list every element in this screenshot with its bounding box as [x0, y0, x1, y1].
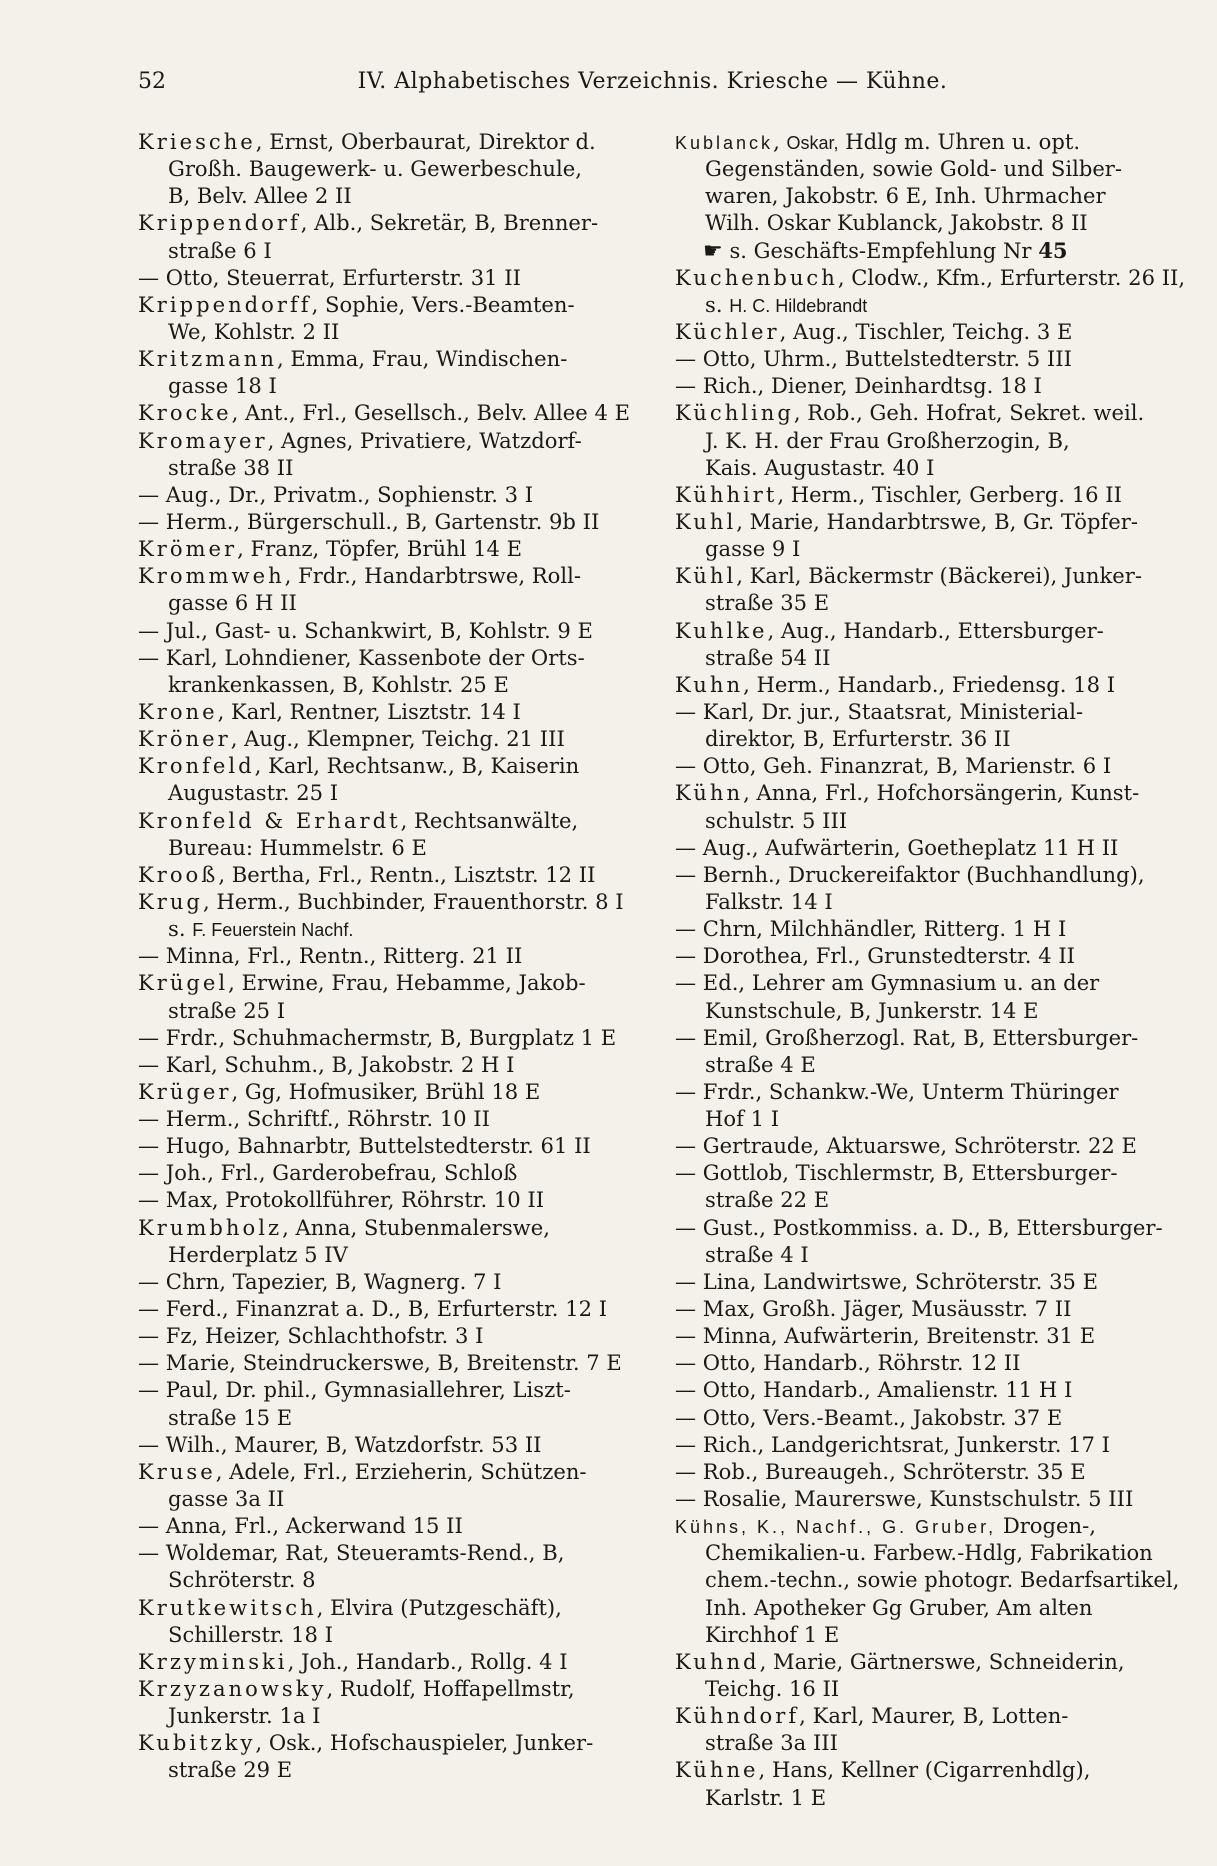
entry-surname: Krömer — [138, 536, 238, 562]
entry-text: , Ant., Frl., Gesellsch., Belv. Allee 4 E — [231, 400, 630, 426]
entry-text: gasse 3a II — [168, 1486, 285, 1512]
entry-text: , Bertha, Frl., Rentn., Lisztstr. 12 II — [218, 861, 596, 887]
directory-line — [138, 1648, 638, 1675]
directory-line — [675, 1594, 1175, 1621]
entry-text: Gegenständen, sowie Gold- und Silber- — [705, 156, 1123, 182]
entry-surname: Kronfeld — [138, 753, 255, 779]
entry-text: straße 15 E — [168, 1404, 293, 1430]
entry-text: straße 22 E — [705, 1187, 830, 1213]
entry-text: , Marie, Gärtnerswe, Schneiderin, — [759, 1648, 1125, 1674]
entry-text: , Elvira (Putzgeschäft), — [316, 1594, 562, 1620]
entry-text: , Emma, Frau, Windischen- — [276, 346, 568, 372]
entry-surname: Kritzmann — [138, 346, 277, 372]
directory-line — [675, 1621, 1175, 1648]
entry-text: We, Kohlstr. 2 II — [168, 318, 340, 344]
directory-line — [138, 182, 638, 209]
entry-text: , Aug., Klempner, Teichg. 21 III — [230, 726, 565, 752]
entry-surname: Kühndorf — [675, 1703, 800, 1729]
directory-line — [138, 1404, 638, 1431]
directory-line — [675, 399, 1175, 426]
entry-text: , Karl, Maurer, B, Lotten- — [799, 1703, 1069, 1729]
entry-surname: Kuhlke — [675, 617, 768, 643]
entry-surname: Kriesche — [138, 129, 256, 154]
entry-text: — Frdr., Schankw.-We, Unterm Thüringer — [675, 1078, 1119, 1104]
directory-line — [675, 318, 1175, 345]
entry-text: B, Belv. Allee 2 II — [168, 183, 352, 209]
directory-line — [138, 1268, 638, 1295]
entry-text: , Hans, Kellner (Cigarrenhdlg), — [758, 1757, 1091, 1783]
directory-line — [138, 671, 638, 698]
entry-text: , Aug., Handarb., Ettersburger- — [767, 617, 1104, 643]
entry-surname: Kuhnd — [675, 1648, 760, 1674]
entry-surname: Kublanck — [675, 133, 774, 153]
entry-text: , Herm., Tischler, Gerberg. 16 II — [777, 481, 1122, 507]
directory-line — [675, 535, 1175, 562]
entry-text: — Max, Protokollführer, Röhrstr. 10 II — [138, 1187, 545, 1213]
directory-line — [138, 725, 638, 752]
entry-text: straße 6 I — [168, 237, 272, 263]
entry-text: straße 38 II — [168, 454, 294, 480]
entry-text: s. — [705, 291, 730, 317]
entry-text: schulstr. 5 III — [705, 807, 848, 833]
directory-line — [675, 589, 1175, 616]
entry-text: , Agnes, Privatiere, Watzdorf- — [267, 427, 582, 453]
entry-text: — Wilh., Maurer, B, Watzdorfstr. 53 II — [138, 1431, 542, 1457]
directory-line — [675, 969, 1175, 996]
directory-line — [675, 1241, 1175, 1268]
directory-line — [675, 725, 1175, 752]
entry-text: — Dorothea, Frl., Grunstedterstr. 4 II — [675, 943, 1076, 969]
entry-text: — Rosalie, Maurerswe, Kunstschulstr. 5 III — [675, 1486, 1134, 1512]
entry-text: , Herm., Buchbinder, Frauenthorstr. 8 I — [202, 888, 624, 914]
entry-surname: Kühn — [675, 780, 744, 806]
entry-text: — Rob., Bureaugeh., Schröterstr. 35 E — [675, 1458, 1086, 1484]
directory-line — [675, 427, 1175, 454]
directory-line — [675, 1485, 1175, 1512]
directory-line — [138, 427, 638, 454]
entry-text: Bureau: Hummelstr. 6 E — [168, 834, 427, 860]
entry-text: Inh. Apotheker Gg Gruber, Am alten — [705, 1594, 1093, 1620]
entry-text: straße 25 I — [168, 997, 286, 1023]
directory-line — [675, 1268, 1175, 1295]
directory-line — [675, 128, 1175, 155]
directory-line — [138, 752, 638, 779]
entry-surname: Krzyminski — [138, 1648, 288, 1674]
entry-text: — Hugo, Bahnarbtr, Buttelstedterstr. 61 II — [138, 1133, 591, 1159]
entry-surname: Kuchenbuch — [675, 264, 838, 290]
entry-text: — Aug., Aufwärterin, Goetheplatz 11 H II — [675, 834, 1119, 860]
entry-text: Junkerstr. 1a I — [168, 1703, 321, 1729]
directory-line — [675, 345, 1175, 372]
directory-line — [675, 182, 1175, 209]
entry-surname: Küchler — [675, 318, 780, 344]
directory-line — [675, 481, 1175, 508]
entry-text: — Lina, Landwirtswe, Schröterstr. 35 E — [675, 1268, 1099, 1294]
entry-text: , Sophie, Vers.-Beamten- — [311, 291, 575, 317]
entry-text: — Herm., Bürgerschull., B, Gartenstr. 9b II — [138, 508, 600, 534]
entry-text: — Woldemar, Rat, Steueramts-Rend., B, — [138, 1540, 565, 1566]
entry-text: — Minna, Aufwärterin, Breitenstr. 31 E — [675, 1323, 1096, 1349]
entry-text: , Rechtsanwälte, — [400, 807, 579, 833]
entry-text: , Rob., Geh. Hofrat, Sekret. weil. — [793, 400, 1145, 426]
directory-line — [138, 644, 638, 671]
entry-surname: Krippendorff — [138, 291, 312, 317]
directory-line — [675, 1784, 1175, 1811]
entry-text: , Erwine, Frau, Hebamme, Jakob- — [228, 970, 586, 996]
entry-text: — Fz, Heizer, Schlachthofstr. 3 I — [138, 1323, 484, 1349]
directory-line — [675, 698, 1175, 725]
directory-line — [138, 237, 638, 264]
directory-line — [138, 345, 638, 372]
directory-line — [675, 617, 1175, 644]
directory-line — [138, 1702, 638, 1729]
entry-text: , Karl, Rentner, Lisztstr. 14 I — [217, 698, 521, 724]
entry-text: , Aug., Tischler, Teichg. 3 E — [779, 318, 1073, 344]
entry-text: , — [773, 129, 787, 154]
directory-line — [138, 1675, 638, 1702]
entry-text: — Chrn, Milchhändler, Ritterg. 1 H I — [675, 916, 1067, 942]
entry-text: gasse 6 H II — [168, 590, 297, 616]
entry-text: — Otto, Vers.-Beamt., Jakobstr. 37 E — [675, 1404, 1063, 1430]
entry-text: , Herm., Handarb., Friedensg. 18 I — [743, 671, 1116, 697]
running-head: IV. Alphabetisches Verzeichnis. Kriesche — Kühne. — [357, 69, 948, 94]
directory-line — [138, 399, 638, 426]
directory-line — [675, 1566, 1180, 1593]
directory-line — [138, 209, 638, 236]
entry-text: Kunstschule, B, Junkerstr. 14 E — [705, 997, 1039, 1023]
directory-line — [675, 372, 1175, 399]
entry-text: Kais. Augustastr. 40 I — [705, 454, 935, 480]
entry-surname: Kruse — [138, 1458, 216, 1484]
entry-text: , Rudolf, Hoffapellmstr, — [326, 1676, 575, 1702]
entry-text: — Max, Großh. Jäger, Musäusstr. 7 II — [675, 1296, 1072, 1322]
directory-line — [138, 318, 638, 345]
directory-line — [138, 1756, 638, 1783]
directory-line — [675, 834, 1175, 861]
entry-text: — Minna, Frl., Rentn., Ritterg. 21 II — [138, 943, 523, 969]
entry-text: , Clodw., Kfm., Erfurterstr. 26 II, — [837, 264, 1186, 290]
entry-text: — Ed., Lehrer am Gymnasium u. an der — [675, 970, 1100, 996]
entry-text: Schillerstr. 18 I — [168, 1621, 334, 1647]
entry-text: — Otto, Steuerrat, Erfurterstr. 31 II — [138, 264, 521, 290]
directory-line — [675, 671, 1175, 698]
directory-line — [138, 617, 638, 644]
entry-surname: Kuhn — [675, 671, 744, 697]
directory-line — [138, 1431, 638, 1458]
entry-text: direktor, B, Erfurterstr. 36 II — [705, 726, 1011, 752]
directory-line — [138, 1376, 638, 1403]
entry-text: — Chrn, Tapezier, B, Wagnerg. 7 I — [138, 1268, 502, 1294]
directory-line — [138, 535, 638, 562]
directory-line — [675, 155, 1175, 182]
entry-text: — Otto, Uhrm., Buttelstedterstr. 5 III — [675, 346, 1072, 372]
directory-line — [138, 888, 638, 915]
entry-text: straße 54 II — [705, 644, 831, 670]
directory-line — [675, 1512, 1175, 1539]
entry-text: Hof 1 I — [705, 1106, 780, 1132]
directory-line — [675, 1186, 1175, 1213]
entry-text: straße 3a III — [705, 1730, 838, 1756]
entry-text: straße 4 I — [705, 1241, 809, 1267]
entry-text: , Frdr., Handarbtrswe, Roll- — [284, 563, 581, 589]
directory-line — [675, 1729, 1175, 1756]
directory-line — [138, 807, 638, 834]
directory-line — [675, 1159, 1175, 1186]
directory-line — [675, 1539, 1175, 1566]
right-column — [675, 128, 1186, 1811]
entry-text: — Gottlob, Tischlermstr, B, Ettersburger- — [675, 1160, 1118, 1186]
directory-line — [138, 1621, 638, 1648]
left-column — [138, 128, 638, 1784]
entry-text: — Emil, Großherzogl. Rat, B, Ettersburger- — [675, 1024, 1139, 1050]
entry-surname: Krutkewitsch — [138, 1594, 317, 1620]
directory-line — [675, 1322, 1175, 1349]
entry-text: — Otto, Handarb., Amalienstr. 11 H I — [675, 1377, 1073, 1403]
directory-line — [675, 237, 1175, 264]
entry-text: Wilh. Oskar Kublanck, Jakobstr. 8 II — [705, 210, 1088, 236]
directory-line — [675, 644, 1175, 671]
directory-line — [675, 779, 1175, 806]
entry-text: — Marie, Steindruckerswe, B, Breitenstr. 7 E — [138, 1350, 622, 1376]
directory-line — [138, 155, 638, 182]
entry-text: , Karl, Rechtsanw., B, Kaiserin — [254, 753, 580, 779]
entry-text: , Franz, Töpfer, Brühl 14 E — [237, 536, 523, 562]
entry-text: Falkstr. 14 I — [705, 888, 833, 914]
entry-text: — Jul., Gast- u. Schankwirt, B, Kohlstr. 9 E — [138, 617, 593, 643]
entry-text: krankenkassen, B, Kohlstr. 25 E — [168, 671, 509, 697]
entry-text: — Gertraude, Aktuarswe, Schröterstr. 22 E — [675, 1133, 1137, 1159]
entry-text: — Paul, Dr. phil., Gymnasiallehrer, Liszt- — [138, 1377, 571, 1403]
entry-text: Kirchhof 1 E — [705, 1621, 840, 1647]
pointing-hand-icon: ☛ — [703, 238, 723, 264]
entry-text: 45 — [1038, 237, 1068, 263]
entry-surname: Krooß — [138, 861, 219, 887]
entry-text: , Gg, Hofmusiker, Brühl 18 E — [231, 1078, 541, 1104]
directory-line — [138, 1594, 638, 1621]
entry-surname: Kubitzky — [138, 1730, 256, 1756]
directory-line — [138, 1349, 638, 1376]
directory-line — [138, 1051, 638, 1078]
entry-surname: Kühne — [675, 1757, 759, 1783]
directory-line — [675, 1024, 1175, 1051]
entry-text: F. Feuerstein Nachf. — [192, 920, 354, 941]
directory-line — [138, 1186, 638, 1213]
directory-line — [138, 291, 638, 318]
entry-text: Hdlg m. Uhren u. opt. — [838, 129, 1081, 154]
entry-text: straße 35 E — [705, 590, 830, 616]
directory-line — [138, 1159, 638, 1186]
entry-text: , Marie, Handarbtrswe, B, Gr. Töpfer- — [736, 508, 1138, 534]
entry-text: Oskar, — [786, 133, 839, 153]
entry-text: H. C. Hildebrandt — [729, 295, 868, 316]
entry-text: waren, Jakobstr. 6 E, Inh. Uhrmacher — [705, 183, 1106, 209]
directory-line — [138, 589, 638, 616]
directory-line — [138, 969, 638, 996]
page-number: 52 — [138, 69, 166, 94]
entry-text: , Osk., Hofschauspieler, Junker- — [255, 1730, 594, 1756]
directory-line — [138, 1566, 638, 1593]
directory-line — [138, 128, 638, 155]
directory-line — [675, 264, 1186, 291]
entry-text: , Karl, Bäckermstr (Bäckerei), Junker- — [736, 563, 1142, 589]
directory-line — [675, 562, 1175, 589]
entry-surname: Kuhl — [675, 508, 737, 534]
directory-line — [675, 997, 1175, 1024]
entry-text: — Otto, Handarb., Röhrstr. 12 II — [675, 1350, 1021, 1376]
directory-line — [138, 997, 638, 1024]
entry-surname: Kröner — [138, 726, 231, 752]
directory-line — [138, 1295, 638, 1322]
directory-line — [675, 915, 1175, 942]
page-header — [138, 66, 1167, 98]
entry-surname: Kromayer — [138, 427, 268, 453]
entry-surname: Kühl — [675, 563, 737, 589]
directory-line — [138, 779, 638, 806]
directory-line — [138, 1458, 638, 1485]
entry-text: — Rich., Diener, Deinhardtsg. 18 I — [675, 373, 1042, 399]
entry-text: — Anna, Frl., Ackerwand 15 II — [138, 1513, 463, 1539]
directory-line — [138, 1105, 638, 1132]
entry-surname: Küchling — [675, 400, 794, 426]
entry-text: — Herm., Schriftf., Röhrstr. 10 II — [138, 1106, 490, 1132]
directory-line — [138, 1214, 638, 1241]
entry-text: — Karl, Lohndiener, Kassenbote der Orts- — [138, 644, 585, 670]
entry-text: Schröterstr. 8 — [168, 1567, 316, 1593]
directory-line — [675, 1675, 1175, 1702]
entry-text: Teichg. 16 II — [705, 1676, 840, 1702]
directory-line — [138, 454, 638, 481]
directory-line — [138, 834, 638, 861]
entry-text: — Bernh., Druckereifaktor (Buchhandlung), — [675, 861, 1145, 887]
directory-line — [675, 209, 1175, 236]
directory-line — [675, 1051, 1175, 1078]
entry-surname: Krzyzanowsky — [138, 1676, 327, 1702]
entry-text: — Joh., Frl., Garderobefrau, Schloß — [138, 1160, 518, 1186]
directory-line — [138, 508, 638, 535]
entry-text: gasse 9 I — [705, 536, 801, 562]
directory-line — [675, 1349, 1175, 1376]
entry-surname: Krocke — [138, 400, 232, 426]
directory-line — [675, 291, 1175, 318]
directory-line — [138, 1485, 638, 1512]
entry-text: Herderplatz 5 IV — [168, 1241, 348, 1267]
entry-text: s. — [168, 916, 193, 942]
entry-text: — Aug., Dr., Privatm., Sophienstr. 3 I — [138, 481, 534, 507]
entry-text: — Ferd., Finanzrat a. D., B, Erfurterstr. 12 I — [138, 1296, 608, 1322]
directory-line — [138, 942, 638, 969]
directory-line — [138, 264, 638, 291]
entry-surname: Kronfeld & Erhardt — [138, 807, 401, 833]
entry-text: , Anna, Frl., Hofchorsängerin, Kunst- — [743, 780, 1140, 806]
directory-line — [138, 1322, 638, 1349]
directory-line — [675, 1078, 1175, 1105]
entry-surname: Krüger — [138, 1078, 232, 1104]
directory-line — [675, 942, 1175, 969]
entry-surname: Krug — [138, 888, 203, 914]
directory-line — [138, 1241, 638, 1268]
directory-line — [675, 1295, 1175, 1322]
directory-line — [675, 861, 1175, 888]
entry-text: chem.-techn., sowie photogr. Bedarfsartikel, — [705, 1567, 1180, 1593]
directory-line — [675, 1404, 1175, 1431]
entry-text: — Frdr., Schuhmachermstr, B, Burgplatz 1 E — [138, 1024, 617, 1050]
entry-text: , Ernst, Oberbaurat, Direktor d. — [255, 129, 596, 154]
directory-line — [675, 1105, 1175, 1132]
directory-line — [675, 1376, 1175, 1403]
directory-line — [675, 508, 1175, 535]
directory-line — [138, 861, 638, 888]
entry-text: Drogen-, — [996, 1513, 1096, 1539]
directory-line — [138, 1729, 638, 1756]
entry-surname: Krommweh — [138, 563, 285, 589]
directory-line — [675, 1702, 1175, 1729]
directory-line — [138, 1132, 638, 1159]
directory-line — [138, 1539, 638, 1566]
directory-line — [138, 1024, 638, 1051]
directory-line — [675, 454, 1175, 481]
entry-text: — Karl, Schuhm., B, Jakobstr. 2 H I — [138, 1051, 515, 1077]
entry-text: Chemikalien-u. Farbew.-Hdlg, Fabrikation — [705, 1540, 1153, 1566]
entry-text: , Alb., Sekretär, B, Brenner- — [300, 210, 599, 236]
directory-line — [675, 1756, 1175, 1783]
directory-line — [138, 372, 638, 399]
entry-text: , Adele, Frl., Erzieherin, Schützen- — [215, 1458, 587, 1484]
directory-line — [138, 1512, 638, 1539]
directory-line — [675, 1132, 1175, 1159]
directory-line — [675, 888, 1175, 915]
entry-surname: Kühns, K., Nachf., G. Gruber, — [675, 1517, 997, 1538]
directory-line — [675, 1648, 1175, 1675]
entry-text: gasse 18 I — [168, 373, 277, 399]
entry-text: — Rich., Landgerichtsrat, Junkerstr. 17 I — [675, 1431, 1111, 1457]
directory-line — [138, 481, 638, 508]
entry-surname: Krumbholz — [138, 1214, 283, 1240]
entry-surname: Kühhirt — [675, 481, 778, 507]
entry-text: Karlstr. 1 E — [705, 1784, 827, 1810]
entry-text: — Otto, Geh. Finanzrat, B, Marienstr. 6 I — [675, 753, 1112, 779]
entry-text: straße 29 E — [168, 1757, 293, 1783]
directory-line — [675, 752, 1175, 779]
entry-surname: Krippendorf — [138, 210, 301, 236]
entry-text: — Gust., Postkommiss. a. D., B, Ettersburger- — [675, 1214, 1163, 1240]
entry-surname: Krone — [138, 698, 218, 724]
entry-text: , Joh., Handarb., Rollg. 4 I — [287, 1648, 568, 1674]
directory-line — [138, 698, 638, 725]
directory-line — [675, 807, 1175, 834]
directory-line — [138, 915, 638, 942]
directory-line — [675, 1214, 1175, 1241]
directory-line — [675, 1431, 1175, 1458]
directory-line — [138, 1078, 638, 1105]
directory-line — [138, 562, 638, 589]
entry-text: , Anna, Stubenmalerswe, — [282, 1214, 550, 1240]
entry-text: straße 4 E — [705, 1051, 816, 1077]
entry-text: — Karl, Dr. jur., Staatsrat, Ministerial- — [675, 698, 1084, 724]
directory-line — [675, 1458, 1175, 1485]
entry-surname: Krügel — [138, 970, 229, 996]
entry-text: Großh. Baugewerk- u. Gewerbeschule, — [168, 156, 582, 182]
entry-text: Augustastr. 25 I — [168, 780, 339, 806]
entry-text: J. K. H. der Frau Großherzogin, B, — [705, 427, 1070, 453]
entry-text: s. Geschäfts-Empfehlung Nr — [722, 237, 1039, 263]
